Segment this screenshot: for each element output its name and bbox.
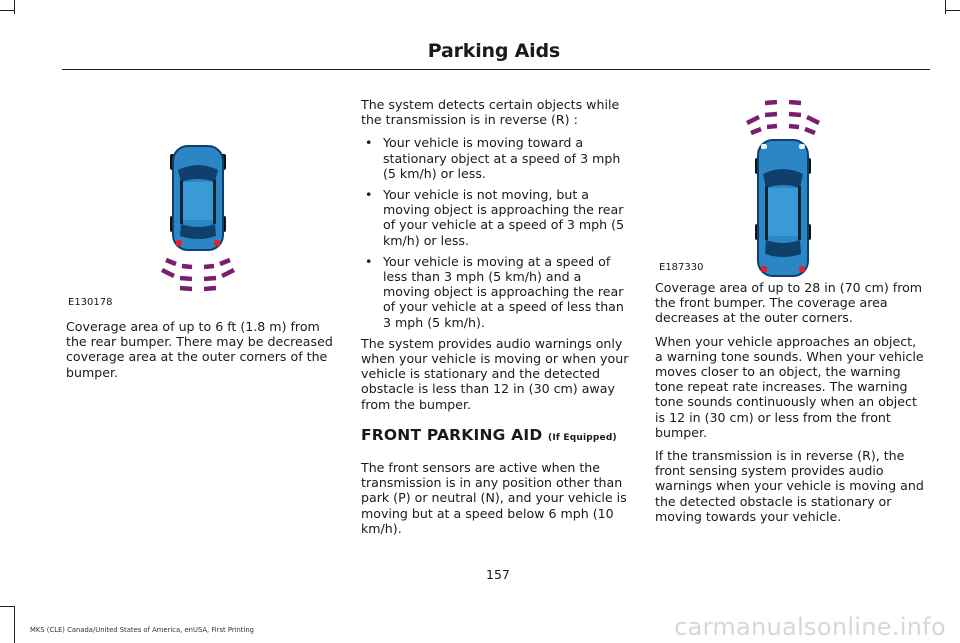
watermark: carmanualsonline.info xyxy=(674,613,946,641)
crop-mark-top-left-v xyxy=(14,0,15,14)
rear-coverage-paragraph: Coverage area of up to 6 ft (1.8 m) from the rear bumper. There may be decreased coverage area at the outer corners of the bumper. xyxy=(66,319,333,380)
column-2 xyxy=(361,97,632,544)
edition-footer: MKS (CLE) Canada/United States of America, enUSA, First Printing xyxy=(30,626,254,634)
warning-tone-paragraph: When your vehicle approaches an object, a warning tone sounds. When your vehicle moves closer to an object, the warning tone repeat rate increases. The warning tone sounds continuously when an object is 12 in (30 cm) or less from the front bumper. xyxy=(655,333,924,440)
front-coverage-paragraph: Coverage area of up to 28 in (70 cm) from the front bumper. The coverage area decreases at the outer corners. xyxy=(655,280,923,326)
crop-mark-bottom-left-h xyxy=(0,606,14,607)
list-item: • Your vehicle is moving toward a stationary object at a speed of 3 mph (5 km/h) or less. xyxy=(361,135,632,181)
crop-mark-top-right-v xyxy=(945,0,946,14)
crop-mark-top-left-h xyxy=(0,10,14,11)
page-number: 157 xyxy=(486,567,510,582)
crop-mark-bottom-left-v xyxy=(14,606,15,643)
column-1 xyxy=(66,319,334,388)
section-heading xyxy=(361,425,632,446)
reverse-detection-intro: The system detects certain objects while the transmission is in reverse (R) : xyxy=(361,97,620,128)
section-heading-note: (If Equipped) xyxy=(548,432,617,443)
list-item: • Your vehicle is not moving, but a moving object is approaching the rear of your vehicle at a speed of 3 mph (5 km/h) or less. xyxy=(361,187,632,248)
front-sensor-figure xyxy=(745,100,821,280)
rear-figure-code: E130178 xyxy=(68,297,113,308)
list-item: • Your vehicle is moving at a speed of less than 3 mph (5 km/h) and a moving object is approaching the rear of your vehicle at a speed of less than 3 mph (5 km/h). xyxy=(361,254,632,330)
header-rule xyxy=(62,69,930,70)
audio-warning-paragraph: The system provides audio warnings only when your vehicle is moving or when your vehicle is stationary and the detected obstacle is less than 12 in (30 cm) away from the bumper. xyxy=(361,335,629,412)
page-title: Parking Aids xyxy=(427,40,560,62)
rear-sensor-car-illustration xyxy=(160,142,236,300)
crop-mark-top-right-h xyxy=(945,10,960,11)
section-heading-text: FRONT PARKING AID xyxy=(361,425,543,444)
front-figure-code: E187330 xyxy=(659,262,704,273)
column-3 xyxy=(655,280,927,532)
front-sensors-paragraph: The front sensors are active when the transmission is in any position other than park (P) or neutral (N), and your vehicle is moving but at a speed below 6 mph (10 km/h). xyxy=(361,460,627,536)
reverse-front-sensing-paragraph: If the transmission is in reverse (R), the front sensing system provides audio warnings when your vehicle is moving and the detected obstacle is stationary or moving towards your vehicle. xyxy=(655,448,924,524)
detection-conditions-list xyxy=(361,135,632,329)
rear-sensor-figure xyxy=(160,142,236,300)
front-sensor-car-illustration xyxy=(745,100,821,280)
